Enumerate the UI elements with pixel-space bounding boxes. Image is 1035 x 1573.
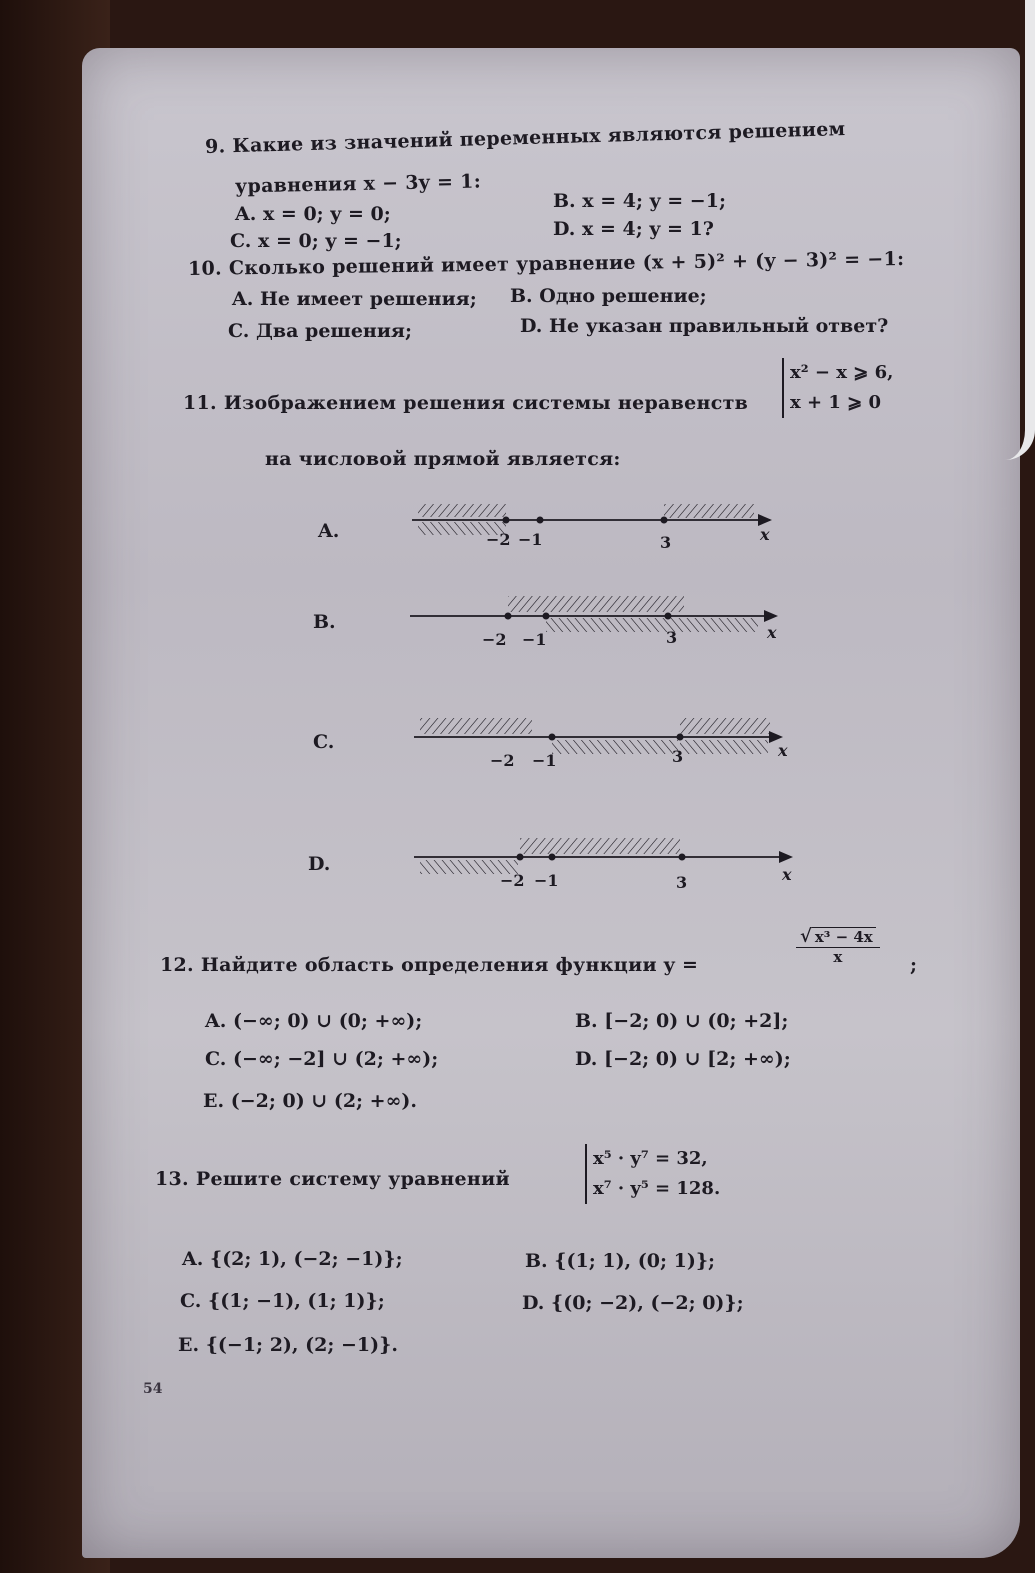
q12-colon: ;: [910, 954, 918, 976]
q11-line2: на числовой прямой является:: [265, 448, 621, 470]
line-c-point-minus1: [549, 734, 556, 741]
q12-option-e: E. (−2; 0) ∪ (2; +∞).: [203, 1090, 418, 1112]
q10-option-a: A. Не имеет решения;: [232, 288, 477, 310]
q13-equation-system: [585, 1144, 720, 1204]
line-d-arrow: [779, 851, 793, 863]
line-b-axis-label: x: [767, 623, 777, 642]
number-line-a: [412, 504, 772, 552]
q12-option-a: A. (−∞; 0) ∪ (0; +∞);: [205, 1010, 423, 1032]
line-b-hatch-lower: [546, 618, 758, 632]
q13-equation-1: x⁵ · y⁷ = 32,: [593, 1148, 708, 1169]
line-d-point-3: [679, 854, 686, 861]
line-c-hatch-right-upper: [680, 718, 770, 734]
q10-option-b: B. Одно решение;: [510, 285, 707, 307]
q12-option-b: B. [−2; 0) ∪ (0; +2];: [575, 1010, 789, 1032]
q13-option-c: C. {(1; −1), (1; 1)};: [180, 1290, 385, 1312]
line-b-hatch-upper: [508, 596, 684, 612]
line-c-axis-label: x: [778, 741, 788, 760]
q12-option-d: D. [−2; 0) ∪ [2; +∞);: [575, 1048, 791, 1070]
q13-equation-2: x⁷ · y⁵ = 128.: [593, 1178, 721, 1199]
line-a-hatch-right: [664, 504, 754, 518]
q13-option-a: A. {(2; 1), (−2; −1)};: [182, 1248, 403, 1270]
q11-option-b-label: B.: [313, 611, 336, 633]
page-number: 54: [143, 1381, 163, 1397]
q10-option-c: C. Два решения;: [228, 320, 412, 342]
line-b-arrow: [764, 610, 778, 622]
line-b-point-minus2: [505, 613, 512, 620]
line-c-hatch-right-lower: [680, 740, 768, 754]
q13-line1: 13. Решите систему уравнений: [155, 1168, 510, 1190]
line-b-tick-minus1: −1: [522, 630, 547, 649]
q9-line2: уравнения x − 3y = 1:: [234, 170, 482, 198]
q13-option-e: E. {(−1; 2), (2; −1)}.: [178, 1334, 398, 1356]
line-c-tick-minus1: −1: [532, 751, 557, 770]
q12-option-c: C. (−∞; −2] ∪ (2; +∞);: [205, 1048, 439, 1070]
line-d-tick-minus1: −1: [534, 871, 559, 890]
q12-denominator: x: [833, 948, 843, 966]
q13-option-b: B. {(1; 1), (0; 1)};: [525, 1250, 716, 1272]
line-d-axis-label: x: [782, 865, 792, 884]
q11-inequality-2: x + 1 ⩾ 0: [790, 392, 882, 413]
line-c-tick-minus2: −2: [490, 751, 515, 770]
q11-option-a-label: A.: [318, 520, 340, 542]
q11-option-d-label: D.: [308, 853, 331, 875]
line-a-axis-label: x: [760, 525, 770, 544]
q10-line1: 10. Сколько решений имеет уравнение (x + 5)² + (y − 3)² = −1:: [187, 248, 905, 280]
q9-option-c: C. x = 0; y = −1;: [230, 230, 402, 252]
line-b-point-3: [665, 613, 672, 620]
line-a-tick-minus1: −1: [518, 530, 543, 549]
line-a-hatch-left: [418, 504, 506, 517]
line-a-point-minus1: [537, 517, 544, 524]
number-line-d: [414, 838, 793, 892]
line-c-hatch-left: [420, 718, 532, 734]
q12-radicand: x³ − 4x: [812, 927, 876, 946]
line-b-tick-3: 3: [666, 628, 678, 647]
q9-option-a: A. x = 0; y = 0;: [235, 203, 391, 225]
line-d-tick-minus2: −2: [500, 871, 525, 890]
line-a-tick-3: 3: [660, 533, 672, 552]
q9-option-d: D. x = 4; y = 1?: [553, 218, 714, 240]
number-line-b: [410, 596, 778, 649]
line-d-point-minus2: [517, 854, 524, 861]
q13-option-d: D. {(0; −2), (−2; 0)};: [522, 1292, 744, 1314]
line-a-tick-minus2: −2: [486, 530, 511, 549]
line-a-point-minus2: [503, 517, 510, 524]
line-b-tick-minus2: −2: [482, 630, 507, 649]
q11-line1: 11. Изображением решения системы неравенств: [183, 392, 749, 414]
q9-option-b: B. x = 4; y = −1;: [553, 190, 726, 212]
line-b-point-minus1: [543, 613, 550, 620]
line-c-hatch-middle: [552, 740, 678, 754]
q11-option-c-label: C.: [313, 731, 335, 753]
number-line-c: [414, 718, 788, 770]
q9-line1: 9. Какие из значений переменных являются решением: [204, 118, 846, 158]
line-d-tick-3: 3: [676, 873, 688, 892]
line-c-point-3: [677, 734, 684, 741]
line-d-hatch-upper: [520, 838, 680, 854]
q10-option-d: D. Не указан правильный ответ?: [520, 315, 889, 337]
q12-line1: 12. Найдите область определения функции y =: [160, 954, 699, 976]
line-a-point-3: [661, 517, 668, 524]
line-c-tick-3: 3: [672, 747, 684, 766]
q11-inequality-1: x² − x ⩾ 6,: [790, 362, 894, 383]
q12-fraction: $\frac{\text{√ x³ − 4x}}{x}$: [796, 926, 880, 966]
line-d-point-minus1: [549, 854, 556, 861]
